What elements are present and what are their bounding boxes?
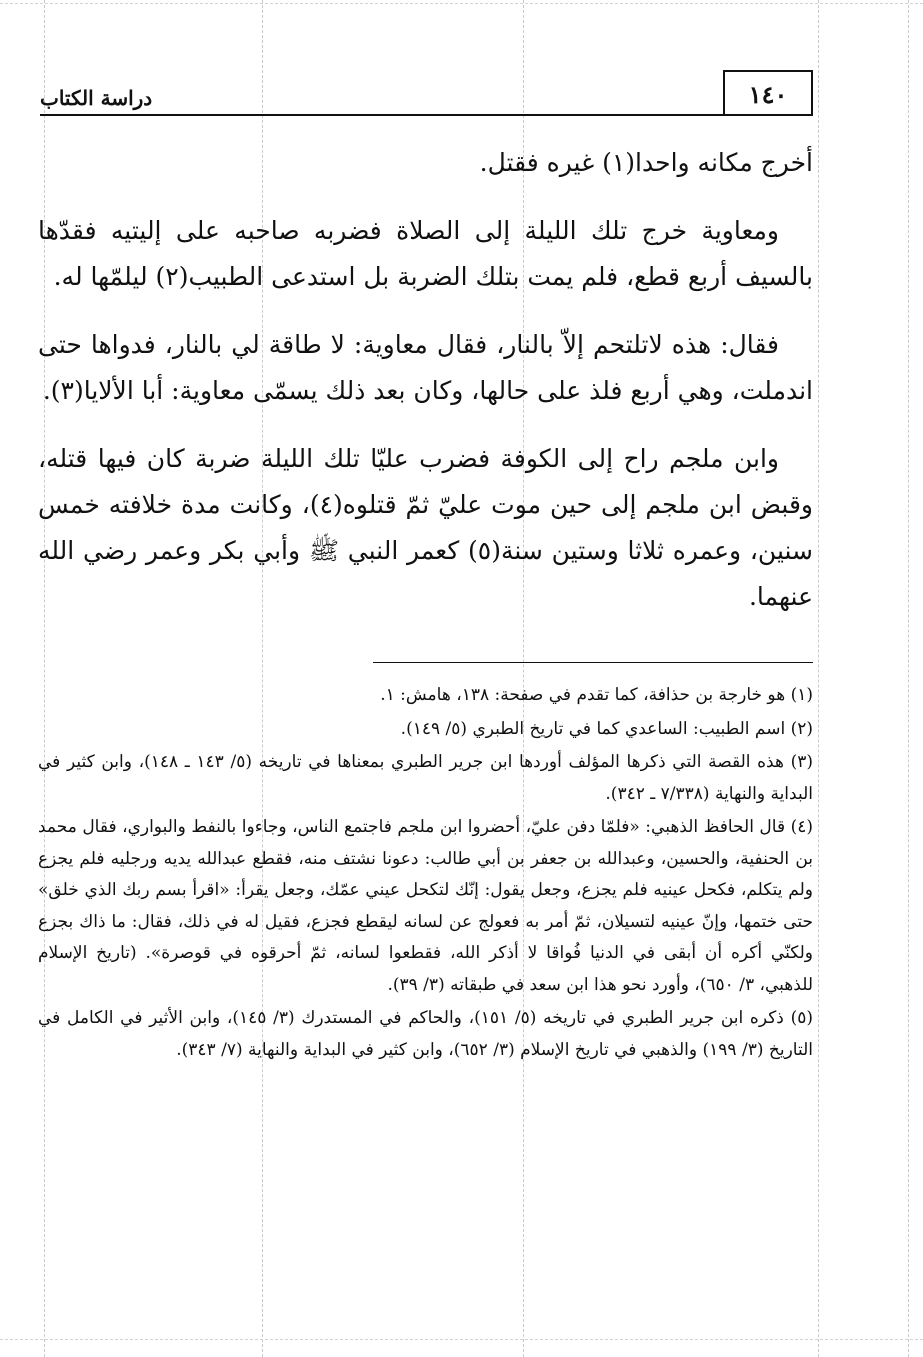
footnote: (٣) هذه القصة التي ذكرها المؤلف أوردها ابن جرير الطبري بمعناها في تاريخه (٥/ ١٤٣ ـ ١٤٨)، وابن كثير في البداية والنهاية (٧/٣٣٨ ـ ٣٤٢). xyxy=(38,752,814,804)
page-number: ١٤٠ xyxy=(723,70,813,116)
footnote: (٥) ذكره ابن جرير الطبري في تاريخه (٥/ ١٥١)، والحاكم في المستدرك (٣/ ١٤٥)، وابن الأثير في الكامل في التاريخ (٣/ ١٩٩) والذهبي في تاريخ الإسلام (٣/ ٦٥٢)، وابن كثير في البداية والنهاية (٧/ ٣٤٣). xyxy=(38,1008,814,1060)
paragraph: وابن ملجم راح إلى الكوفة فضرب عليّا تلك الليلة ضربة كان فيها قتله، وقبض ابن ملجم إلى حين موت عليّ ثمّ قتلوه(٤)، وكانت مدة خلافته خمس سنين، وعمره ثلاثا وستين سنة(٥) كعمر النبي ﷺ وأبي بكر وعمر رضي الله عنهما. xyxy=(38,444,813,611)
footnote: (٢) اسم الطبيب: الساعدي كما في تاريخ الطبري (٥/ ١٤٩). xyxy=(400,718,813,739)
footnote: (١) هو خارجة بن حذافة، كما تقدم في صفحة: ١٣٨، هامش: ١. xyxy=(380,685,813,705)
paragraph: ومعاوية خرج تلك الليلة إلى الصلاة فضربه صاحبه على إليتيه فقدّها بالسيف أربع قطع، فلم يمت بتلك الضربة بل استدعى الطبيب(٢) ليلمّها له. xyxy=(38,216,813,291)
scan-guide-line xyxy=(0,3,923,4)
scan-guide-line xyxy=(908,0,909,1357)
footnote-separator xyxy=(373,662,813,663)
paragraph: فقال: هذه لاتلتحم إلاّ بالنار، فقال معاوية: لا طاقة لي بالنار، فدواها حتى اندملت، وهي أربع فلذ على حالها، وكان بعد ذلك يسمّى معاوية: أبا الألايا(٣). xyxy=(38,330,813,405)
main-text xyxy=(38,140,813,642)
scan-guide-line xyxy=(0,1339,923,1340)
paragraph: أخرج مكانه واحدا(١) غيره فقتل. xyxy=(479,148,813,177)
footnote: (٤) قال الحافظ الذهبي: «فلمّا دفن عليّ، أحضروا ابن ملجم فاجتمع الناس، وجاءوا بالنفط والبواري، فقال محمد بن الحنفية، والحسين، وعبدالله بن جعفر بن أبي طالب: دعونا نشتف منه، فقطع عبدالله يديه ورجليه فلم يجزع ولم يتكلم، فكحل عينيه فلم يجزع، وجعل يقول: إنّك لتكحل عيني عمّك، وجعل يقرأ: «اقرأ بسم ربك الذي خلق» حتى ختمها، وإنّ عينيه لتسيلان، ثمّ أمر به فعولج عن لسانه ليقطع فجزع، فقيل له في ذلك، فقال: ما ذاك بجزع ولكنّي أكره أن أبقى في الدنيا فُواقا لا أذكر الله، فقطعوا لسانه، ثمّ أحرقوه في قوصرة». (تاريخ الإسلام للذهبي، ٣/ ٦٥٠)، وأورد نحو هذا ابن سعد في طبقاته (٣/ ٣٩). xyxy=(38,817,813,995)
page-header xyxy=(40,70,813,122)
scan-guide-line xyxy=(818,0,819,1357)
running-title: دراسة الكتاب xyxy=(40,86,153,110)
header-rule xyxy=(40,114,813,116)
footnotes xyxy=(38,680,813,1068)
